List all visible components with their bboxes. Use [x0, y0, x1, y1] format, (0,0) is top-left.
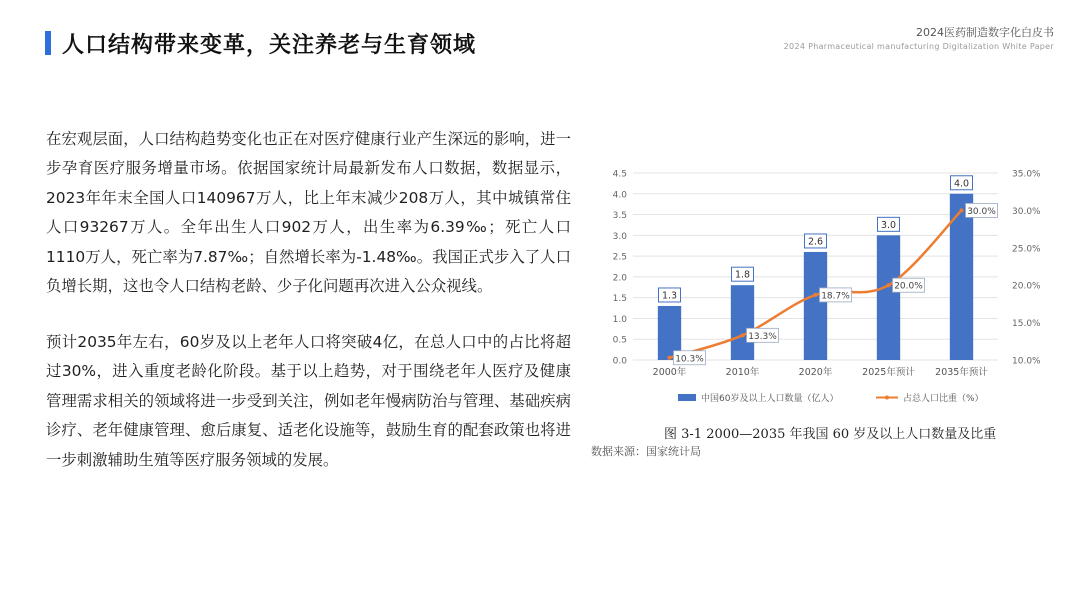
y-left-tick-label: 0.0 [612, 356, 627, 367]
y-left-tick-label: 1.5 [612, 294, 627, 305]
bar-value-label: 3.0 [880, 219, 897, 231]
line-value-label: 20.0% [894, 281, 923, 292]
body-paragraph-2: 预计2035年左右，60岁及以上老年人口将突破4亿，在总人口中的占比将超过30%，进入重度老龄化阶段。基于以上趋势，对于围绕老年人医疗及健康管理需求相关的领域将进一步受到关注，例如老年慢病防治与管理、基础疾病诊疗、老年健康管理、愈后康复、适老化设施等，鼓励生育的配套政策也将进一步刺激辅助生殖等医疗服务领域的发展。 [46, 333, 571, 469]
line-point [960, 208, 964, 212]
population-chart [586, 160, 1056, 460]
y-right-tick-label: 20.0% [1012, 281, 1041, 292]
y-right-tick-label: 30.0% [1012, 206, 1041, 217]
y-right-tick-label: 10.0% [1012, 356, 1041, 367]
bar-value-label: 1.8 [734, 269, 751, 281]
bar-value-label: 4.0 [953, 178, 970, 190]
y-left-tick-label: 2.5 [612, 252, 627, 263]
figure-source: 数据来源：国家统计局 [591, 445, 701, 458]
x-tick-label: 2035年预计 [935, 367, 988, 378]
legend-label-bar: 中国60岁及以上人口数量（亿人） [701, 394, 839, 404]
y-left-tick-label: 1.0 [612, 314, 627, 325]
y-left-tick-label: 4.5 [612, 169, 627, 180]
figure-caption: 图 3-1 2000—2035 年我国 60 岁及以上人口数量及比重 [664, 427, 997, 442]
y-left-tick-label: 3.0 [612, 231, 627, 242]
line-point [741, 333, 745, 337]
legend-swatch-point [885, 396, 889, 400]
y-left-tick-label: 0.5 [612, 335, 627, 346]
legend-label-line: 占总人口比重（%） [903, 394, 984, 404]
page-title: 人口结构带来变革，关注养老与生育领域 [62, 33, 477, 58]
document-title-en: 2024 Pharmaceutical manufacturing Digitalization White Paper [783, 42, 1054, 51]
y-left-tick-label: 2.0 [612, 273, 627, 284]
y-right-tick-label: 35.0% [1012, 169, 1041, 180]
chart-svg [586, 160, 1056, 420]
bar-value-label: 1.3 [661, 290, 678, 302]
line-value-label: 30.0% [967, 206, 996, 217]
bar [877, 235, 900, 360]
y-left-tick-label: 3.5 [612, 211, 627, 222]
y-right-tick-label: 15.0% [1012, 319, 1041, 330]
bar [731, 285, 754, 360]
line-point [668, 356, 672, 360]
line-value-label: 18.7% [821, 291, 850, 302]
title-accent-bar [45, 31, 51, 55]
legend-swatch-bar [678, 394, 696, 401]
document-title-zh: 2024医药制造数字化白皮书 [916, 26, 1054, 39]
y-left-tick-label: 4.0 [612, 190, 627, 201]
x-tick-label: 2000年 [652, 367, 687, 378]
x-tick-label: 2020年 [798, 367, 833, 378]
line-point [814, 293, 818, 297]
line-value-label: 13.3% [748, 331, 777, 342]
x-tick-label: 2010年 [725, 367, 760, 378]
y-right-tick-label: 25.0% [1012, 244, 1041, 255]
x-tick-label: 2025年预计 [862, 367, 915, 378]
bar-value-label: 2.6 [807, 236, 824, 248]
body-paragraph-1: 在宏观层面，人口结构趋势变化也正在对医疗健康行业产生深远的影响，进一步孕育医疗服务增量市场。依据国家统计局最新发布人口数据，数据显示，2023年年末全国人口140967万人，比上年末减少208万人，其中城镇常住人口93267万人。全年出生人口902万人，出生率为6.39‰；死亡人口1110万人，死亡率为7.87‰；自然增长率为-1.48‰。我国正式步入了人口负增长期，这也令人口结构老龄、少子化问题再次进入公众视线。 [46, 130, 571, 296]
document-header [784, 24, 1054, 51]
bar [804, 252, 827, 360]
line-point [887, 283, 891, 287]
line-value-label: 10.3% [675, 354, 704, 365]
